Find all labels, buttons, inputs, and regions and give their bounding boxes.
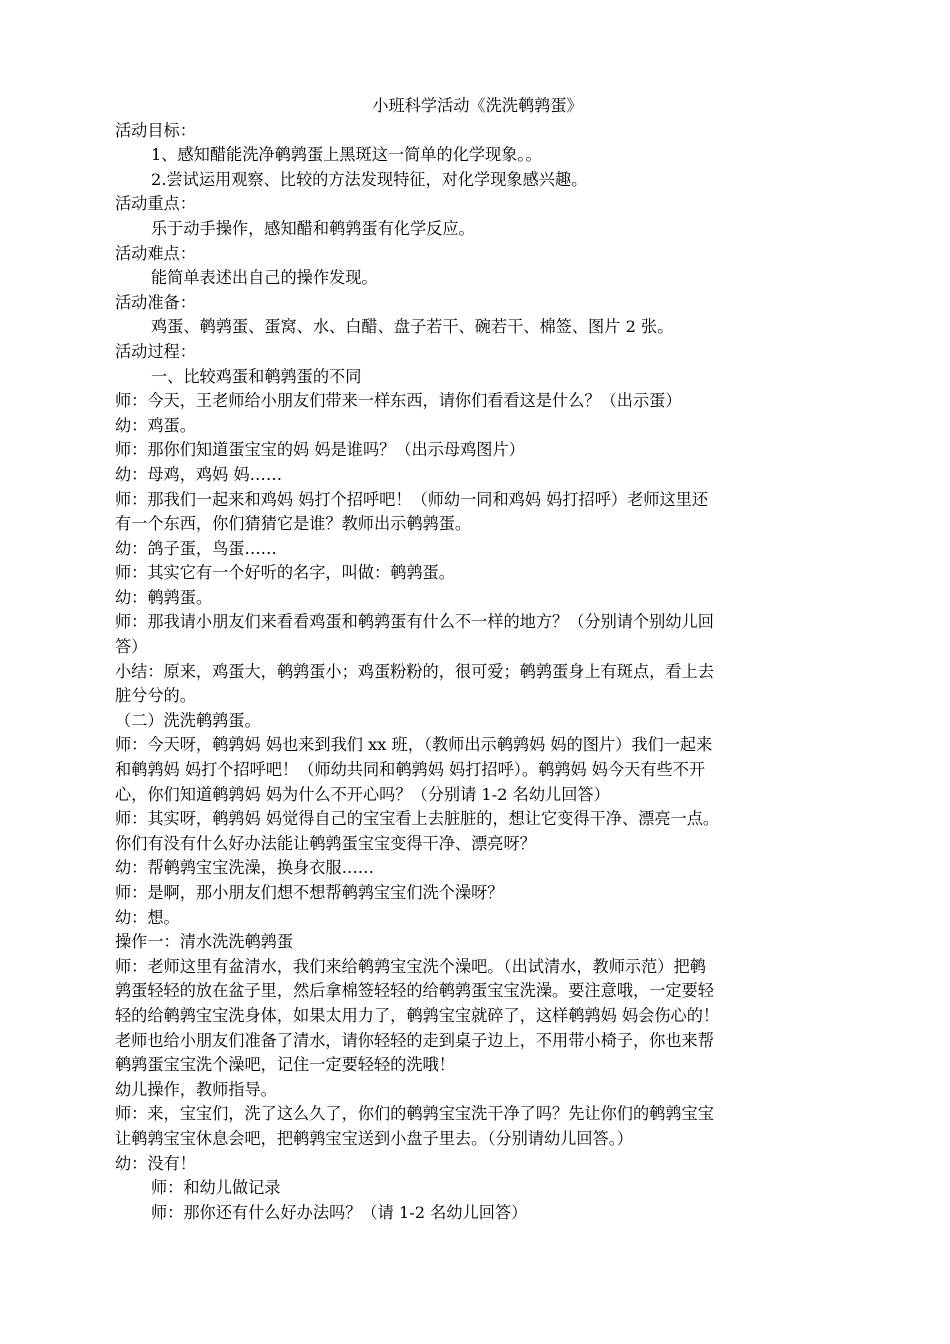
text-line: 幼：鸽子蛋，鸟蛋…… (115, 538, 277, 558)
text-line: 幼：鸡蛋。 (115, 415, 196, 435)
text-line: 乐于动手操作，感知醋和鹌鹑蛋有化学反应。 (151, 218, 475, 238)
text-line: 一、比较鸡蛋和鹌鹑蛋的不同 (151, 366, 362, 386)
text-line: 幼：没有！ (115, 1153, 196, 1173)
text-line: 幼：想。 (115, 907, 180, 927)
text-line: 鸡蛋、鹌鹑蛋、蛋窝、水、白醋、盘子若干、碗若干、棉签、图片 2 张。 (151, 317, 674, 337)
text-line: 有一个东西，你们猜猜它是谁？教师出示鹌鹑蛋。 (115, 514, 472, 534)
text-line: 师：来，宝宝们，洗了这么久了，你们的鹌鹑宝宝洗干净了吗？先让你们的鹌鹑宝宝 (115, 1104, 714, 1124)
text-line: 答） (115, 637, 148, 657)
text-line: 师：那你们知道蛋宝宝的妈 妈是谁吗？（出示母鸡图片） (115, 440, 525, 460)
text-line: 师：其实它有一个好听的名字，叫做：鹌鹑蛋。 (115, 563, 455, 583)
text-line: 幼儿操作，教师指导。 (115, 1079, 277, 1099)
text-line: 活动准备： (115, 292, 196, 312)
text-line: 让鹌鹑宝宝休息会吧，把鹌鹑宝宝送到小盘子里去。（分别请幼儿回答。） (115, 1128, 633, 1148)
text-line: 师：那我们一起来和鸡妈 妈打个招呼吧！（师幼一同和鸡妈 妈打招呼）老师这里还 (115, 489, 709, 509)
text-line: （二）洗洗鹌鹑蛋。 (115, 710, 261, 730)
text-line: 幼：母鸡，鸡妈 妈…… (115, 464, 283, 484)
text-line: 能简单表述出自己的操作发现。 (151, 268, 378, 288)
text-line: 你们有没有什么好办法能让鹌鹑蛋宝宝变得干净、漂亮呀？ (115, 833, 536, 853)
text-line: 活动难点： (115, 243, 196, 263)
text-line: 师：那我请小朋友们来看看鸡蛋和鹌鹑蛋有什么不一样的地方？（分别请个别幼儿回 (115, 612, 714, 632)
text-line: 师：是啊，那小朋友们想不想帮鹌鹑宝宝们洗个澡呀？ (115, 883, 504, 902)
text-line: 师：今天，王老师给小朋友们带来一样东西，请你们看看这是什么？（出示蛋） (115, 391, 682, 411)
text-line: 幼：鹌鹑蛋。 (115, 587, 213, 607)
text-line: 师：老师这里有盆清水，我们来给鹌鹑宝宝洗个澡吧。（出试清水，教师示范）把鹌 (115, 956, 706, 976)
document-title: 小班科学活动《洗洗鹌鹑蛋》 (372, 96, 583, 115)
text-line: 师：今天呀，鹌鹑妈 妈也来到我们 xx 班，（教师出示鹌鹑妈 妈的图片）我们一起来 (115, 735, 713, 755)
text-line: 幼：帮鹌鹑宝宝洗澡，换身衣服…… (115, 858, 374, 878)
text-line: 轻的给鹌鹑宝宝洗身体，如果太用力了，鹌鹑宝宝就碎了，这样鹌鹑妈 妈会伤心的！ (115, 1005, 720, 1025)
text-line: 师：其实呀，鹌鹑妈 妈觉得自己的宝宝看上去脏脏的，想让它变得干净、漂亮一点。 (115, 809, 720, 829)
text-line: 操作一：清水洗洗鹌鹑蛋 (115, 932, 294, 952)
text-line: 脏兮兮的。 (115, 686, 196, 706)
document-body (115, 119, 840, 1226)
text-line: 鹑蛋轻轻的放在盆子里，然后拿棉签轻轻的给鹌鹑蛋宝宝洗澡。要注意哦，一定要轻 (115, 981, 714, 1001)
text-line: 1、感知醋能洗净鹌鹑蛋上黑斑这一简单的化学现象。。 (151, 145, 542, 165)
text-line: 活动过程： (115, 341, 196, 361)
text-line: 活动目标： (115, 120, 196, 140)
text-line: 心，你们知道鹌鹑妈 妈为什么不开心吗？（分别请 1-2 名幼儿回答） (115, 784, 610, 804)
text-line: 2.尝试运用观察、比较的方法发现特征，对化学现象感兴趣。 (151, 169, 588, 189)
text-line: 活动重点： (115, 194, 196, 214)
text-line: 小结：原来，鸡蛋大，鹌鹑蛋小；鸡蛋粉粉的，很可爱；鹌鹑蛋身上有斑点，看上去 (115, 661, 714, 681)
text-line: 和鹌鹑妈 妈打个招呼吧！（师幼共同和鹌鹑妈 妈打招呼）。鹌鹑妈 妈今天有些不开 (115, 760, 706, 780)
text-line: 老师也给小朋友们准备了清水，请你轻轻的走到桌子边上，不用带小椅子，你也来帮 (115, 1030, 714, 1050)
text-line: 师：和幼儿做记录 (151, 1178, 281, 1198)
text-line: 师：那你还有什么好办法吗？（请 1-2 名幼儿回答） (151, 1202, 528, 1222)
text-line: 鹌鹑蛋宝宝洗个澡吧，记住一定要轻轻的洗哦！ (115, 1055, 455, 1075)
